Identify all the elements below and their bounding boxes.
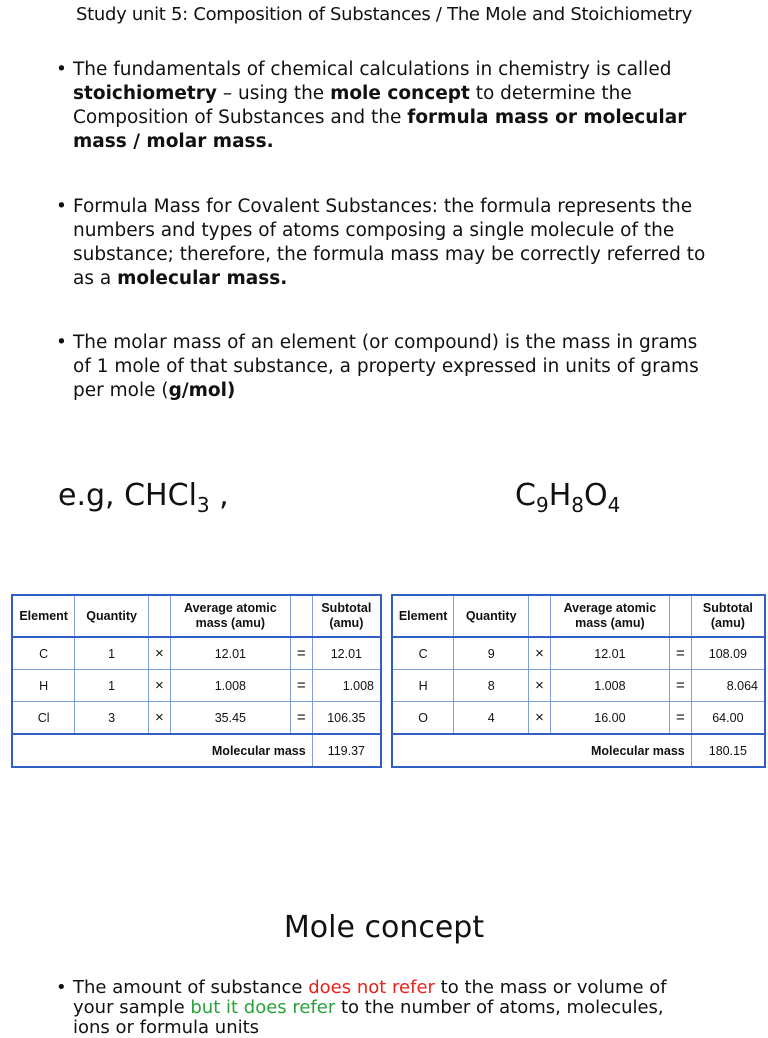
header-element: Element	[392, 595, 454, 637]
cell-mass: 35.45	[170, 702, 290, 735]
bullet-text: to determine the Composition of Substances and the	[73, 83, 632, 128]
molecular-mass-table-c9h8o4	[391, 594, 766, 768]
molecular-mass-label: Molecular mass	[12, 734, 312, 767]
bullet-formula-mass	[56, 195, 706, 291]
cell-mass: 16.00	[550, 702, 669, 735]
slide-title: Study unit 5: Composition of Substances / The Mole and Stoichiometry	[76, 4, 692, 25]
bullet-text: – using the	[216, 83, 331, 104]
cell-subtotal: 1.008	[312, 670, 381, 702]
table-row	[392, 637, 765, 670]
equals-symbol: =	[669, 670, 691, 702]
times-symbol: ×	[529, 670, 551, 702]
cell-element: O	[392, 702, 454, 735]
header-blank	[149, 595, 171, 637]
header-quantity: Quantity	[454, 595, 529, 637]
times-symbol: ×	[529, 702, 551, 735]
formula-c9h8o4	[515, 478, 621, 517]
header-avg-mass: Average atomic mass (amu)	[550, 595, 669, 637]
cell-element: H	[12, 670, 75, 702]
times-symbol: ×	[529, 637, 551, 670]
formula-example-chcl3	[58, 478, 229, 517]
cell-subtotal: 108.09	[691, 637, 765, 670]
bullet-dot: •	[56, 59, 67, 80]
equals-symbol: =	[669, 637, 691, 670]
molecular-mass-label: Molecular mass	[392, 734, 691, 767]
equals-symbol: =	[290, 637, 312, 670]
cell-subtotal: 64.00	[691, 702, 765, 735]
formula-subscript: 3	[196, 493, 210, 517]
bullet-text: The fundamentals of chemical calculations in chemistry is called	[73, 59, 672, 80]
times-symbol: ×	[149, 637, 171, 670]
cell-quantity: 4	[454, 702, 529, 735]
formula-suffix: ,	[209, 478, 229, 513]
cell-element: C	[392, 637, 454, 670]
cell-quantity: 1	[75, 670, 149, 702]
cell-mass: 12.01	[550, 637, 669, 670]
header-blank	[669, 595, 691, 637]
table-row	[392, 702, 765, 735]
equals-symbol: =	[669, 702, 691, 735]
bullet-text: to the mass or volume of your sample	[73, 977, 667, 1018]
molecular-mass-total: 180.15	[691, 734, 765, 767]
times-symbol: ×	[149, 670, 171, 702]
times-symbol: ×	[149, 702, 171, 735]
bold-term: mole concept	[330, 83, 470, 104]
formula-part: O	[583, 478, 608, 513]
header-subtotal: Subtotal (amu)	[312, 595, 381, 637]
header-blank	[290, 595, 312, 637]
cell-quantity: 9	[454, 637, 529, 670]
bullet-text: The amount of substance	[73, 977, 309, 998]
bullet-mole-amount	[56, 978, 706, 1038]
cell-element: H	[392, 670, 454, 702]
bold-term: formula mass or molecular mass / molar mass.	[73, 107, 687, 152]
bullet-stoichiometry	[56, 58, 706, 154]
table-row	[12, 702, 381, 735]
example-prefix: e.g,	[58, 478, 125, 513]
molecular-mass-table-chcl3	[11, 594, 382, 768]
cell-quantity: 3	[75, 702, 149, 735]
formula-part: C	[515, 478, 536, 513]
header-quantity: Quantity	[75, 595, 149, 637]
cell-mass: 12.01	[170, 637, 290, 670]
cell-quantity: 1	[75, 637, 149, 670]
cell-quantity: 8	[454, 670, 529, 702]
equals-symbol: =	[290, 702, 312, 735]
cell-element: C	[12, 637, 75, 670]
table-total-row	[12, 734, 381, 767]
bullet-text: The molar mass of an element (or compound) is the mass in grams of 1 mole of that substance, a property expressed in units of grams per mole (	[73, 332, 699, 401]
formula-subscript: 9	[535, 493, 549, 517]
table-row	[12, 637, 381, 670]
cell-subtotal: 8.064	[691, 670, 765, 702]
header-subtotal: Subtotal (amu)	[691, 595, 765, 637]
equals-symbol: =	[290, 670, 312, 702]
bullet-molar-mass	[56, 331, 706, 403]
header-blank	[529, 595, 551, 637]
cell-mass: 1.008	[550, 670, 669, 702]
cell-element: Cl	[12, 702, 75, 735]
bullet-text: Formula Mass for Covalent Substances: the formula represents the numbers and types of atoms composing a single molecule of the substance; therefore, the formula mass may be correctly referred to as a	[73, 196, 706, 289]
table-row	[392, 670, 765, 702]
bold-term: g/mol)	[168, 380, 236, 401]
header-element: Element	[12, 595, 75, 637]
table-row	[12, 670, 381, 702]
bold-term: stoichiometry	[73, 83, 217, 104]
formula-part: H	[548, 478, 572, 513]
bullet-dot: •	[56, 196, 67, 217]
formula-subscript: 4	[607, 493, 621, 517]
bullet-text: to the number of atoms, molecules, ions or formula units	[73, 997, 664, 1038]
formula-subscript: 8	[571, 493, 584, 517]
cell-subtotal: 106.35	[312, 702, 381, 735]
formula-part: CHCl	[124, 478, 197, 513]
bold-term: molecular mass.	[117, 268, 288, 289]
table-total-row	[392, 734, 765, 767]
bullet-dot: •	[56, 977, 67, 998]
molecular-mass-total: 119.37	[312, 734, 381, 767]
mole-concept-heading: Mole concept	[283, 910, 485, 945]
cell-mass: 1.008	[170, 670, 290, 702]
cell-subtotal: 12.01	[312, 637, 381, 670]
bullet-dot: •	[56, 332, 67, 353]
highlight-red: does not refer	[308, 977, 435, 998]
header-avg-mass: Average atomic mass (amu)	[170, 595, 290, 637]
highlight-green: but it does refer	[190, 997, 336, 1018]
